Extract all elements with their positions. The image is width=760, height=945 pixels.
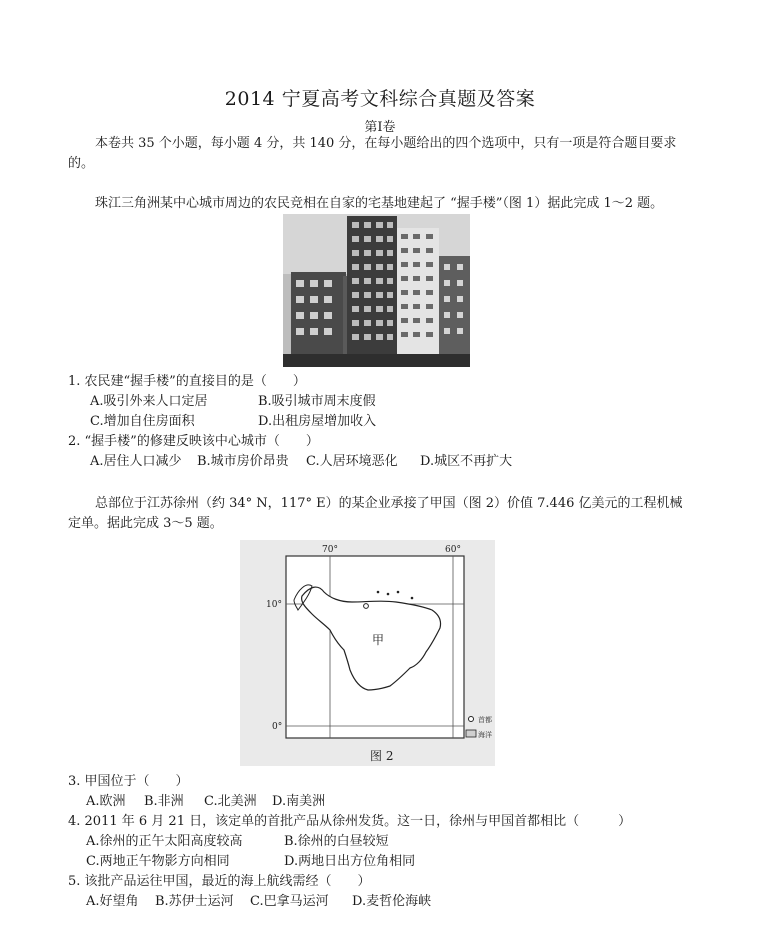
question-2-option-a: A.居住人口减少 bbox=[90, 454, 182, 469]
intro-line-1: 本卷共 35 个小题，每小题 4 分，共 140 分，在每小题给出的四个选项中，只有一项是符合题目要求 bbox=[95, 136, 677, 151]
map-lat-bottom-label: 0° bbox=[272, 722, 283, 732]
map-lat-top-label: 10° bbox=[266, 600, 282, 610]
map-caption: 图 2 bbox=[370, 749, 394, 763]
legend-ocean-label: 海洋 bbox=[478, 731, 492, 739]
question-3-option-d: D.南美洲 bbox=[272, 794, 326, 809]
question-5-option-a: A.好望角 bbox=[86, 894, 139, 909]
question-1-option-d: D.出租房屋增加收入 bbox=[258, 414, 377, 429]
question-4-option-b: B.徐州的白昼较短 bbox=[284, 834, 389, 849]
question-3-option-a: A.欧洲 bbox=[86, 794, 126, 809]
legend-capital-label: 首都 bbox=[478, 716, 492, 724]
question-5-option-c: C.巴拿马运河 bbox=[250, 894, 329, 909]
question-2-option-d: D.城区不再扩大 bbox=[420, 454, 513, 469]
country-map-figure bbox=[240, 540, 495, 766]
question-5-option-d: D.麦哲伦海峡 bbox=[352, 894, 432, 909]
question-4-stem: 4. 2011 年 6 月 21 日，该定单的首批产品从徐州发货。这一日，徐州与甲国首都相比（ ） bbox=[68, 814, 632, 829]
map-lon-right-label: 60° bbox=[445, 545, 461, 555]
question-3-stem: 3. 甲国位于（ ） bbox=[68, 774, 189, 789]
question-1-option-c: C.增加自住房面积 bbox=[90, 414, 195, 429]
question-4-option-d: D.两地日出方位角相同 bbox=[284, 854, 416, 869]
passage-2-line-1: 总部位于江苏徐州（约 34° N，117° E）的某企业承接了甲国（图 2）价值 7.446 亿美元的工程机械 bbox=[95, 496, 683, 511]
section-heading: 第Ⅰ卷 bbox=[364, 120, 396, 135]
map-lon-left-label: 70° bbox=[322, 545, 338, 555]
question-5-stem: 5. 该批产品运往甲国，最近的海上航线需经（ ） bbox=[68, 874, 371, 889]
handshake-buildings-photo bbox=[283, 214, 470, 367]
page-title: 2014 宁夏高考文科综合真题及答案 bbox=[224, 88, 536, 110]
question-4-option-a: A.徐州的正午太阳高度较高 bbox=[86, 834, 243, 849]
question-5-option-b: B.苏伊士运河 bbox=[155, 894, 234, 909]
question-2-option-b: B.城市房价昂贵 bbox=[197, 454, 289, 469]
question-1-option-b: B.吸引城市周末度假 bbox=[258, 394, 376, 409]
map-country-label: 甲 bbox=[372, 633, 385, 647]
question-2-option-c: C.人居环境恶化 bbox=[306, 454, 398, 469]
question-3-option-b: B.非洲 bbox=[144, 794, 184, 809]
passage-1: 珠江三角洲某中心城市周边的农民竞相在自家的宅基地建起了 “握手楼”（图 1）据此完成 1～2 题。 bbox=[95, 196, 664, 211]
question-2-stem: 2. “握手楼”的修建反映该中心城市（ ） bbox=[68, 434, 319, 449]
question-3-option-c: C.北美洲 bbox=[204, 794, 257, 809]
intro-line-2: 的。 bbox=[68, 156, 95, 171]
passage-2-line-2: 定单。据此完成 3～5 题。 bbox=[68, 516, 223, 531]
question-1-option-a: A.吸引外来人口定居 bbox=[90, 394, 208, 409]
question-4-option-c: C.两地正午物影方向相同 bbox=[86, 854, 230, 869]
question-1-stem: 1. 农民建“握手楼”的直接目的是（ ） bbox=[68, 374, 306, 389]
